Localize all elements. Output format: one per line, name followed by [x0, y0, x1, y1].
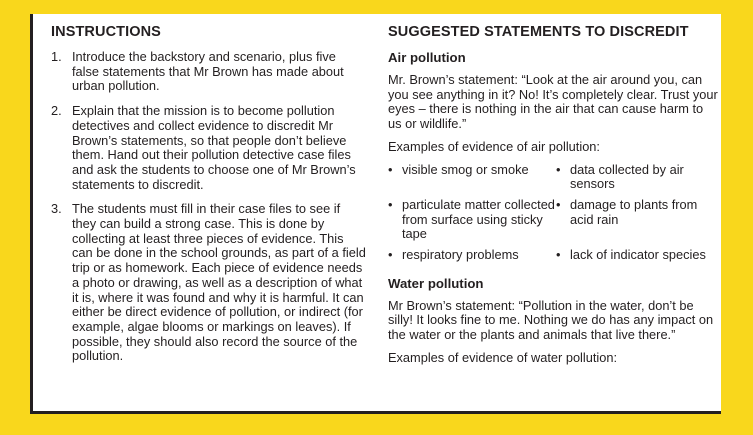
bullet-icon: •: [388, 247, 393, 263]
bullet-icon: •: [556, 247, 561, 263]
list-item: [388, 163, 556, 192]
list-item-text: particulate matter collected from surface using sticky tape: [402, 196, 555, 242]
list-item-text: data collected by air sensors: [570, 161, 684, 192]
activity-card: [30, 14, 721, 414]
list-item: [556, 163, 718, 192]
instructions-heading: INSTRUCTIONS: [51, 24, 161, 40]
list-item: [556, 198, 718, 242]
air-statement: Mr. Brown’s statement: “Look at the air around you, can you see anything in it? No! It’s completely clear. Trust your eyes – there is nothing in the air that can cause harm to us or wildlife.”: [388, 72, 718, 132]
air-pollution-title: Air pollution: [388, 50, 466, 65]
step-number: 2.: [51, 103, 62, 119]
instruction-step: [51, 50, 366, 94]
list-item-text: lack of indicator species: [570, 247, 706, 263]
list-item-text: damage to plants from acid rain: [570, 196, 698, 227]
instructions-column: [51, 23, 366, 374]
step-number: 1.: [51, 49, 62, 64]
bullet-icon: •: [388, 161, 393, 177]
list-item-text: visible smog or smoke: [402, 161, 529, 177]
bullet-icon: •: [388, 196, 393, 212]
water-pollution-title: Water pollution: [388, 275, 484, 291]
list-item: [556, 248, 718, 263]
instructions-steps: [51, 50, 366, 364]
bullet-icon: •: [556, 161, 561, 177]
suggested-statements-column: [388, 23, 718, 374]
step-number: 3.: [51, 201, 62, 217]
step-text: Explain that the mission is to become pollution detectives and collect evidence to discredit Mr Brown’s statements, so that people don’t believe them. Hand out their pollution detective case files and ask the students to choose one of Mr Brown’s statements to discredit.: [72, 103, 356, 192]
water-examples-label: Examples of evidence of water pollution:: [388, 349, 618, 365]
list-item-text: respiratory problems: [402, 247, 519, 263]
suggested-heading: SUGGESTED STATEMENTS TO DISCREDIT: [388, 24, 689, 40]
instruction-step: [51, 104, 366, 192]
list-item: [388, 248, 556, 263]
list-item: [388, 198, 556, 242]
step-text: The students must fill in their case files to see if they can build a strong case. This is done by collecting at least three pieces of evidence. This can be done in the school grounds, as part of a field trip or as homework. Each piece of evidence needs a photo or drawing, as well as a description of what it is, where it was found and why it is harmful. It can either be direct evidence of pollution, or indirect (for example, algae blooms or markings on leaves). If possible, they should also record the source of the pollution.: [72, 201, 366, 364]
air-examples-label: Examples of evidence of air pollution:: [388, 138, 600, 154]
air-evidence-list: [388, 163, 718, 263]
instruction-step: [51, 202, 366, 364]
bullet-icon: •: [556, 196, 561, 212]
water-statement: Mr Brown’s statement: “Pollution in the water, don’t be silly! It looks fine to me. Nothing we do has any impact on the water or the plants and animals that live there.”: [388, 297, 714, 343]
step-text: Introduce the backstory and scenario, plus five false statements that Mr Brown has made about urban pollution.: [72, 49, 344, 94]
